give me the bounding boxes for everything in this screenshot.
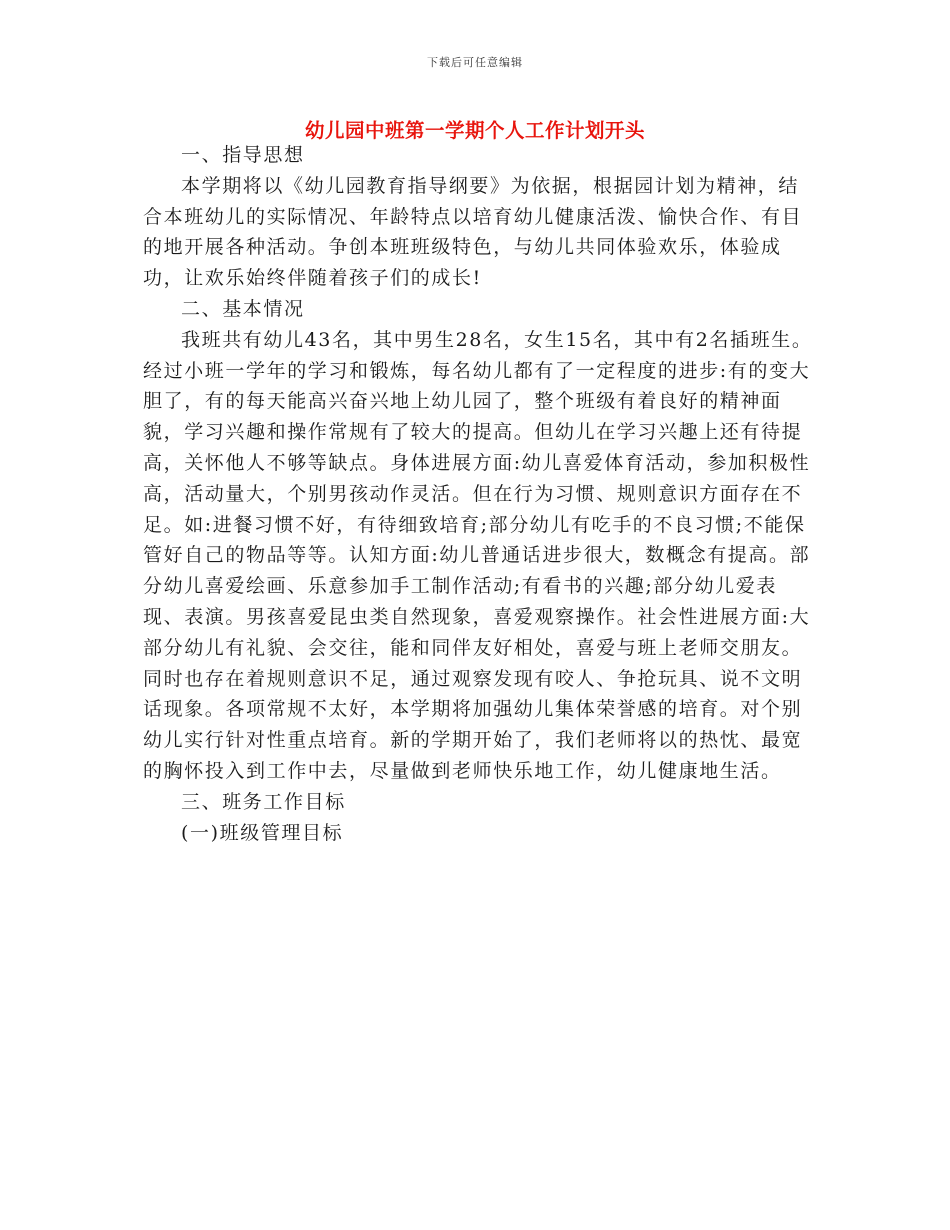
document-title: 幼儿园中班第一学期个人工作计划开头 xyxy=(304,119,645,142)
document-body xyxy=(143,140,815,848)
subsection-heading-class-management: (一)班级管理目标 xyxy=(181,821,344,844)
paragraph-basic-situation: 我班共有幼儿43名，其中男生28名，女生15名，其中有2名插班生。经过小班一学年的学习和锻炼，每名幼儿都有了一定程度的进步:有的变大胆了，有的每天能高兴奋兴地上幼儿园了，整个班级有着良好的精神面貌，学习兴趣和操作常规有了较大的提高。但幼儿在学习兴趣上还有待提高，关怀他人不够等缺点。身体进展方面:幼儿喜爱体育活动，参加积极性高，活动量大，个别男孩动作灵活。但在行为习惯、规则意识方面存在不足。如:进餐习惯不好，有待细致培育;部分幼儿有吃手的不良习惯;不能保管好自己的物品等等。认知方面:幼儿普通话进步很大，数概念有提高。部分幼儿喜爱绘画、乐意参加手工制作活动;有看书的兴趣;部分幼儿爱表现、表演。男孩喜爱昆虫类自然现象，喜爱观察操作。社会性进展方面:大部分幼儿有礼貌、会交往，能和同伴友好相处，喜爱与班上老师交朋友。同时也存在着规则意识不足，通过观察发现有咬人、争抢玩具、说不文明话现象。各项常规不太好，本学期将加强幼儿集体荣誉感的培育。对个别幼儿实行针对性重点培育。新的学期开始了，我们老师将以的热忱、最宽的胸怀投入到工作中去，尽量做到老师快乐地工作，幼儿健康地生活。 xyxy=(143,328,813,782)
paragraph-guiding-thought: 本学期将以《幼儿园教育指导纲要》为依据，根据园计划为精神，结合本班幼儿的实际情况、年龄特点以培育幼儿健康活泼、愉快合作、有目的地开展各种活动。争创本班班级特色，与幼儿共同体验欢乐，体验成功，让欢乐始终伴随着孩子们的成长! xyxy=(143,174,803,290)
section-heading-basic-situation: 二、基本情况 xyxy=(181,297,305,320)
section-heading-class-goals: 三、班务工作目标 xyxy=(181,790,346,813)
page-header-note: 下载后可任意编辑 xyxy=(427,56,523,69)
section-heading-guiding-thought: 一、指导思想 xyxy=(181,144,305,166)
